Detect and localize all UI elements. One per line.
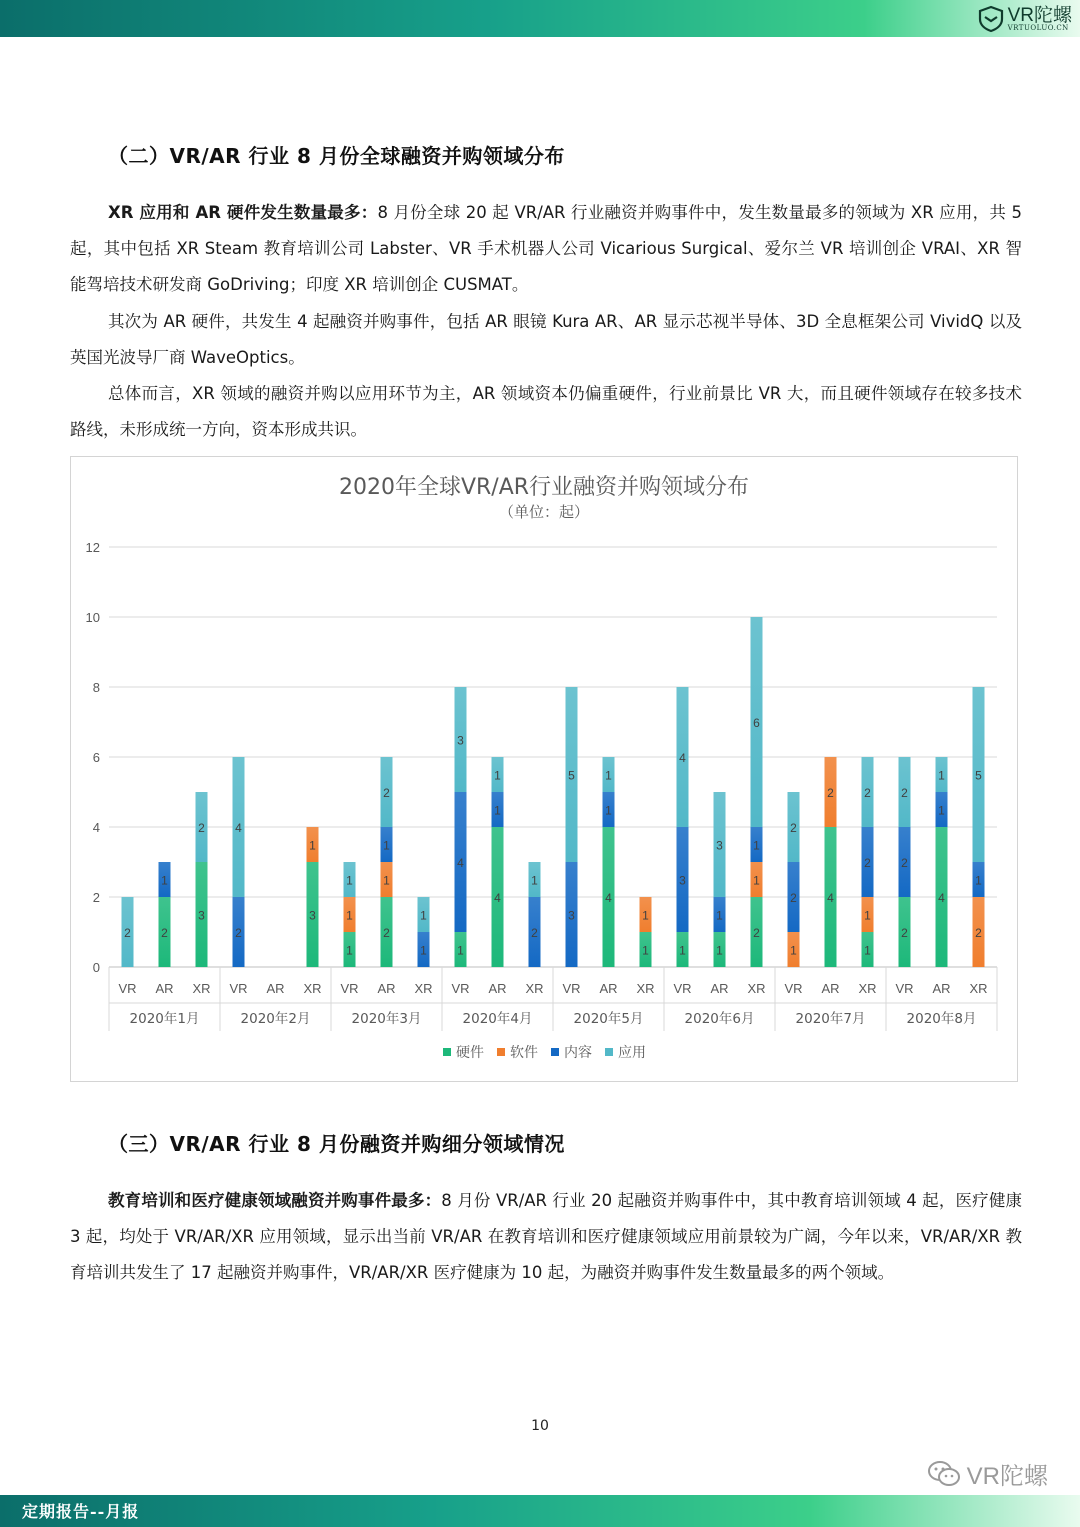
data-label: 4 — [457, 856, 464, 870]
section-2-paragraph-2: 其次为 AR 硬件，共发生 4 起融资并购事件，包括 AR 眼镜 Kura AR、AR 显示芯视半导体、3D 全息框架公司 VividQ 以及英国光波导厂商 WaveOptics。 — [70, 312, 1022, 367]
data-label: 1 — [494, 803, 501, 818]
data-label: 1 — [420, 943, 427, 958]
data-label: 2 — [235, 926, 242, 940]
category-label: VR — [340, 981, 359, 996]
legend-swatch-应用 — [605, 1048, 613, 1056]
section-3-paragraph-1 — [70, 1183, 1022, 1291]
data-label: 2 — [124, 926, 131, 940]
section-2-paragraph-1 — [70, 195, 1022, 303]
category-label: XR — [969, 981, 988, 996]
category-label: VR — [562, 981, 581, 996]
data-label: 2 — [864, 786, 871, 800]
y-tick-label: 2 — [92, 890, 100, 905]
y-tick-label: 8 — [92, 680, 100, 695]
shield-logo-icon — [978, 5, 1004, 33]
data-label: 1 — [383, 873, 390, 888]
brand-logo — [978, 3, 1072, 35]
data-label: 2 — [161, 926, 168, 940]
legend-swatch-软件 — [497, 1048, 505, 1056]
data-label: 2 — [901, 926, 908, 940]
legend-swatch-硬件 — [443, 1048, 451, 1056]
data-label: 1 — [309, 838, 316, 853]
category-label: VR — [784, 981, 803, 996]
data-label: 1 — [420, 908, 427, 923]
data-label: 1 — [864, 943, 871, 958]
data-label: 2 — [864, 856, 871, 870]
logo-subtext: VRTUOLUO.CN — [1007, 24, 1069, 32]
chart-subtitle: （单位：起） — [498, 503, 590, 521]
legend-label: 应用 — [618, 1045, 646, 1061]
category-label: AR — [710, 981, 729, 996]
legend-swatch-内容 — [551, 1048, 559, 1056]
watermark-text: VR陀螺 — [966, 1463, 1048, 1490]
stacked-bar-chart — [71, 457, 1017, 1081]
data-label: 3 — [716, 838, 723, 853]
data-label: 3 — [457, 733, 464, 748]
y-tick-label: 0 — [92, 960, 100, 975]
category-label: VR — [118, 981, 137, 996]
section-2-paragraph-3: 总体而言，XR 领域的融资并购以应用环节为主，AR 领域资本仍偏重硬件，行业前景比 VR 大，而且硬件领域存在较多技术路线，未形成统一方向，资本形成共识。 — [70, 384, 1022, 439]
category-label: XR — [192, 981, 211, 996]
data-label: 1 — [938, 768, 945, 783]
group-label: 2020年3月 — [351, 1011, 422, 1027]
data-label: 3 — [309, 908, 316, 923]
data-label: 1 — [642, 943, 649, 958]
category-label: XR — [303, 981, 322, 996]
data-label: 2 — [383, 786, 390, 800]
data-label: 1 — [494, 768, 501, 783]
category-label: XR — [636, 981, 655, 996]
section-3-title: （三）VR/AR 行业 8 月份融资并购细分领域情况 — [108, 1132, 565, 1156]
data-label: 4 — [679, 751, 686, 765]
data-label: 2 — [790, 821, 797, 835]
group-label: 2020年8月 — [906, 1011, 977, 1027]
category-label: AR — [821, 981, 840, 996]
data-label: 1 — [531, 873, 538, 888]
data-label: 1 — [161, 873, 168, 888]
y-tick-label: 10 — [85, 610, 100, 625]
category-label: XR — [414, 981, 433, 996]
data-label: 1 — [975, 873, 982, 888]
data-label: 1 — [938, 803, 945, 818]
data-label: 1 — [753, 873, 760, 888]
data-label: 6 — [753, 716, 760, 730]
data-label: 1 — [753, 838, 760, 853]
data-label: 3 — [198, 908, 205, 923]
data-label: 4 — [938, 891, 945, 905]
data-label: 1 — [716, 908, 723, 923]
section-2-body: 8 月份全球 20 起 VR/AR 行业融资并购事件中，发生数量最多的领域为 XR 应用，共 5 起，其中包括 XR Steam 教育培训公司 Labster、VR 手术机器人公司 Vicarious Surgical、爱尔兰 VR 培训创企 VRAI、XR 智能驾培技术研发商 GoDriving；印度 XR 培训创企 CUSMAT。 — [70, 203, 1023, 294]
category-label: XR — [747, 981, 766, 996]
data-label: 1 — [716, 943, 723, 958]
group-label: 2020年1月 — [129, 1011, 200, 1027]
data-label: 2 — [975, 926, 982, 940]
data-label: 5 — [975, 768, 982, 783]
data-label: 1 — [605, 768, 612, 783]
legend-label: 内容 — [564, 1045, 592, 1061]
chart-title: 2020年全球VR/AR行业融资并购领域分布 — [338, 475, 750, 500]
category-label: VR — [673, 981, 692, 996]
data-label: 1 — [346, 943, 353, 958]
category-label: AR — [266, 981, 285, 996]
footer-label: 定期报告--月报 — [22, 1502, 140, 1521]
data-label: 2 — [383, 926, 390, 940]
data-label: 4 — [494, 891, 501, 905]
data-label: 2 — [198, 821, 205, 835]
bottom-banner — [0, 1495, 1080, 1527]
category-label: AR — [155, 981, 174, 996]
data-label: 1 — [864, 908, 871, 923]
data-label: 2 — [790, 891, 797, 905]
group-label: 2020年6月 — [684, 1011, 755, 1027]
data-label: 1 — [642, 908, 649, 923]
category-label: AR — [377, 981, 396, 996]
data-label: 1 — [383, 838, 390, 853]
section-3-lead: 教育培训和医疗健康领域融资并购事件最多： — [108, 1191, 442, 1210]
wechat-watermark — [927, 1456, 1048, 1491]
wechat-icon — [927, 1460, 961, 1488]
section-3-body: 8 月份 VR/AR 行业 20 起融资并购事件中，其中教育培训领域 4 起，医疗健康 3 起，均处于 VR/AR/XR 应用领域，显示出当前 VR/AR 在教育培训和医疗健康领域应用前景较为广阔，今年以来，VR/AR/XR 教育培训共发生了 17 起融资并购事件，VR/AR/XR 医疗健康为 10 起，为融资并购事件发生数量最多的两个领域。 — [70, 1191, 1022, 1282]
section-2-lead: XR 应用和 AR 硬件发生数量最多： — [108, 203, 378, 222]
data-label: 4 — [827, 891, 834, 905]
y-tick-label: 12 — [85, 540, 100, 555]
data-label: 1 — [346, 873, 353, 888]
data-label: 2 — [827, 786, 834, 800]
page-number: 10 — [531, 1418, 549, 1434]
data-label: 1 — [346, 908, 353, 923]
data-label: 3 — [679, 873, 686, 888]
section-2-title: （二）VR/AR 行业 8 月份全球融资并购领域分布 — [108, 144, 565, 168]
group-label: 2020年4月 — [462, 1011, 533, 1027]
y-tick-label: 4 — [92, 820, 100, 835]
data-label: 2 — [531, 926, 538, 940]
logo-text: VR陀螺 — [1007, 5, 1072, 26]
legend-label: 硬件 — [456, 1045, 484, 1061]
data-label: 1 — [790, 943, 797, 958]
group-label: 2020年5月 — [573, 1011, 644, 1027]
category-label: AR — [932, 981, 951, 996]
group-label: 2020年7月 — [795, 1011, 866, 1027]
category-label: VR — [229, 981, 248, 996]
category-label: AR — [488, 981, 507, 996]
top-banner — [0, 0, 1080, 37]
data-label: 2 — [753, 926, 760, 940]
group-label: 2020年2月 — [240, 1011, 311, 1027]
data-label: 4 — [235, 821, 242, 835]
category-label: AR — [599, 981, 618, 996]
legend-label: 软件 — [510, 1045, 538, 1061]
chart-container — [70, 456, 1018, 1082]
data-label: 1 — [457, 943, 464, 958]
data-label: 2 — [901, 786, 908, 800]
data-label: 1 — [679, 943, 686, 958]
data-label: 1 — [605, 803, 612, 818]
data-label: 4 — [605, 891, 612, 905]
category-label: XR — [525, 981, 544, 996]
category-label: VR — [451, 981, 470, 996]
data-label: 5 — [568, 768, 575, 783]
data-label: 2 — [901, 856, 908, 870]
y-tick-label: 6 — [92, 750, 100, 765]
category-label: VR — [895, 981, 914, 996]
data-label: 3 — [568, 908, 575, 923]
category-label: XR — [858, 981, 877, 996]
